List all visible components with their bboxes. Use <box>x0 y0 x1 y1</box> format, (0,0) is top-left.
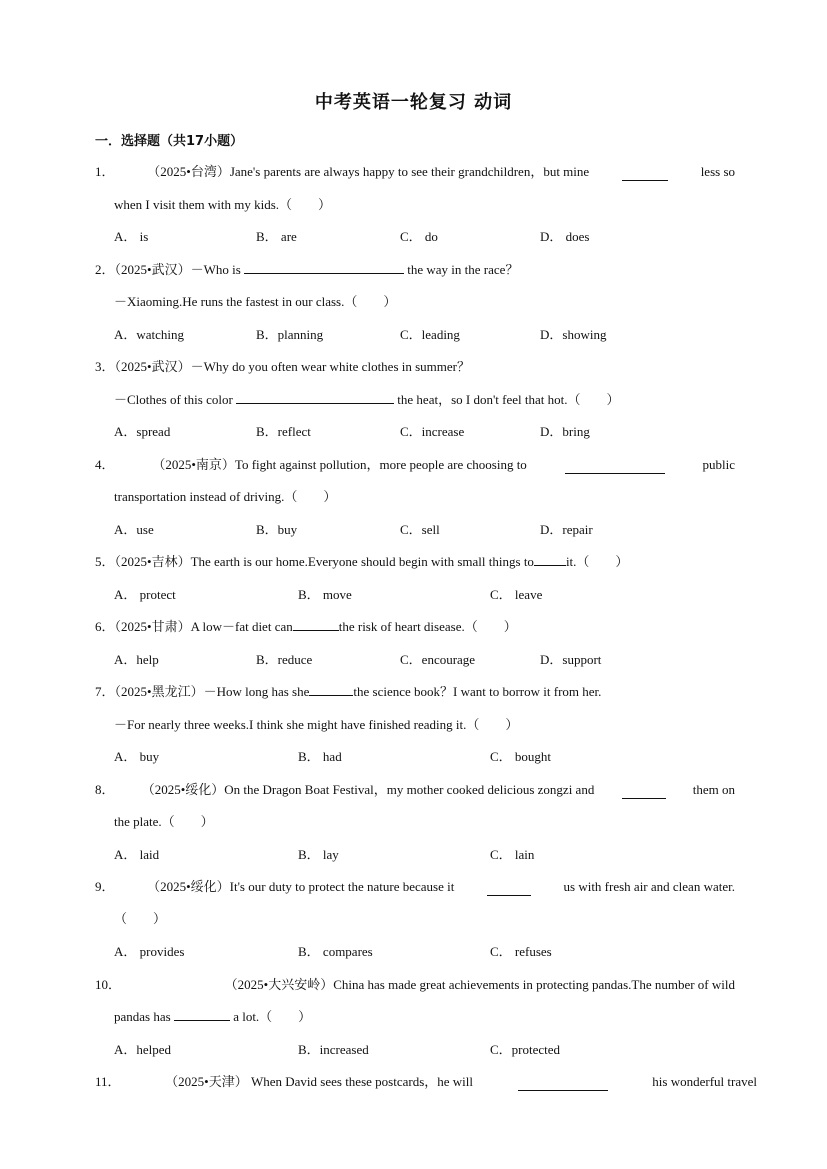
question-text: less so <box>700 164 735 179</box>
question-10-line-2 <box>114 1008 754 1026</box>
option-c[interactable]: C．increase <box>400 424 465 439</box>
question-text: （2025•天津） When David sees these postcards，he will <box>165 1074 473 1089</box>
question-number: 2． <box>95 262 115 277</box>
question-text: his wonderful travel <box>652 1074 757 1089</box>
option-b[interactable]: B．buy <box>256 522 298 537</box>
option-d[interactable]: D．showing <box>540 327 607 342</box>
question-5-line-1 <box>95 553 735 571</box>
question-4-line-2: transportation instead of driving.（ ） <box>114 489 337 504</box>
option-b[interactable]: B． had <box>298 749 342 764</box>
question-text: （2025•吉林）The earth is our home.Everyone should begin with small things to <box>114 554 534 569</box>
question-number: 4． <box>95 457 115 472</box>
answer-blank <box>236 403 394 404</box>
question-8-line-2: the plate.（ ） <box>114 814 214 829</box>
section-title: 一．选择题（共17小题） <box>95 134 244 149</box>
question-text: （2025•南京）To fight against pollution，more people are choosing to <box>152 457 527 472</box>
question-text: pandas has <box>114 1009 171 1024</box>
question-2-line-2: －Xiaoming.He runs the fastest in our class.（ ） <box>114 294 397 309</box>
question-text: the way in the race？ <box>407 262 519 277</box>
option-d[interactable]: D．support <box>540 652 602 667</box>
option-b[interactable]: B． move <box>298 587 352 602</box>
answer-blank <box>293 630 339 631</box>
question-3-line-1 <box>95 358 735 376</box>
answer-blank <box>534 565 566 566</box>
answer-blank <box>309 695 353 696</box>
question-text: （2025•武汉）－Why do you often wear white clothes in summer？ <box>114 359 471 374</box>
question-9-line-1 <box>95 878 735 896</box>
option-a[interactable]: A． provides <box>114 944 185 959</box>
option-b[interactable]: B．increased <box>298 1042 369 1057</box>
question-text: public <box>702 457 735 472</box>
option-a[interactable]: A．spread <box>114 424 171 439</box>
question-10-line-1 <box>95 976 735 994</box>
option-c[interactable]: C． bought <box>490 749 552 764</box>
question-number: 10． <box>95 977 122 992</box>
page-title: 中考英语一轮复习 动词 <box>314 92 513 113</box>
question-text: （2025•武汉）－Who is <box>114 262 241 277</box>
option-a[interactable]: A． protect <box>114 587 176 602</box>
option-d[interactable]: D．repair <box>540 522 593 537</box>
question-text: the heat，so I don't feel that hot.（ ） <box>397 392 620 407</box>
question-text: （2025•黑龙江）－How long has she <box>114 684 310 699</box>
option-b[interactable]: B．reduce <box>256 652 313 667</box>
question-text: （2025•台湾）Jane's parents are always happy to see their grandchildren，but mine <box>147 164 590 179</box>
answer-blank <box>622 163 668 181</box>
option-a[interactable]: A．use <box>114 522 154 537</box>
question-number: 5． <box>95 554 115 569</box>
option-b[interactable]: B． compares <box>298 944 373 959</box>
option-c[interactable]: C． do <box>400 229 438 244</box>
question-text: （2025•绥化）On the Dragon Boat Festival，my mother cooked delicious zongzi and <box>141 782 595 797</box>
answer-blank <box>622 781 666 799</box>
option-d[interactable]: D． does <box>540 229 590 244</box>
question-number: 1． <box>95 164 115 179</box>
option-c[interactable]: C．encourage <box>400 652 476 667</box>
question-text: it.（ ） <box>565 554 629 569</box>
question-11-line-1 <box>95 1073 757 1091</box>
option-b[interactable]: B．planning <box>256 327 324 342</box>
question-7-line-2: －For nearly three weeks.I think she might have finished reading it.（ ） <box>114 717 519 732</box>
option-a[interactable]: A． laid <box>114 847 160 862</box>
question-number: 9． <box>95 879 115 894</box>
option-a[interactable]: A．helped <box>114 1042 172 1057</box>
question-8-line-1 <box>95 781 735 799</box>
question-9-line-2: （ ） <box>114 911 167 926</box>
question-2-line-1 <box>95 261 735 279</box>
question-text: （2025•甘肃）A low－fat diet can <box>114 619 293 634</box>
question-3-line-2 <box>114 391 754 409</box>
option-c[interactable]: C． lain <box>490 847 535 862</box>
option-a[interactable]: A． buy <box>114 749 160 764</box>
option-b[interactable]: B．reflect <box>256 424 311 439</box>
answer-blank <box>518 1073 608 1091</box>
option-c[interactable]: C．sell <box>400 522 440 537</box>
answer-blank <box>487 878 531 896</box>
question-text: a lot.（ ） <box>233 1009 312 1024</box>
option-c[interactable]: C．leading <box>400 327 460 342</box>
option-b[interactable]: B． lay <box>298 847 339 862</box>
question-1-line-1 <box>95 163 735 181</box>
question-number: 6． <box>95 619 115 634</box>
option-c[interactable]: C．protected <box>490 1042 561 1057</box>
question-number: 8． <box>95 782 115 797</box>
question-text: them on <box>692 782 735 797</box>
answer-blank <box>244 273 404 274</box>
question-number: 11． <box>95 1074 121 1089</box>
question-text: us with fresh air and clean water. <box>563 879 735 894</box>
answer-blank <box>565 456 665 474</box>
question-4-line-1 <box>95 456 735 474</box>
question-number: 7． <box>95 684 115 699</box>
question-text: the risk of heart disease.（ ） <box>338 619 517 634</box>
question-number: 3． <box>95 359 115 374</box>
option-b[interactable]: B． are <box>256 229 297 244</box>
option-d[interactable]: D．bring <box>540 424 590 439</box>
answer-blank <box>174 1020 230 1021</box>
option-a[interactable]: A．help <box>114 652 159 667</box>
question-1-line-2: when I visit them with my kids.（ ） <box>114 197 332 212</box>
option-a[interactable]: A． is <box>114 229 149 244</box>
question-7-line-1 <box>95 683 735 701</box>
question-text: the science book？I want to borrow it from her. <box>353 684 602 699</box>
question-text: －Clothes of this color <box>114 392 233 407</box>
option-a[interactable]: A．watching <box>114 327 185 342</box>
option-c[interactable]: C． refuses <box>490 944 552 959</box>
question-6-line-1 <box>95 618 735 636</box>
question-text: （2025•绥化）It's our duty to protect the nature because it <box>147 879 455 894</box>
option-c[interactable]: C． leave <box>490 587 543 602</box>
question-text: （2025•大兴安岭）China has made great achievements in protecting pandas.The number of wild <box>224 977 735 992</box>
